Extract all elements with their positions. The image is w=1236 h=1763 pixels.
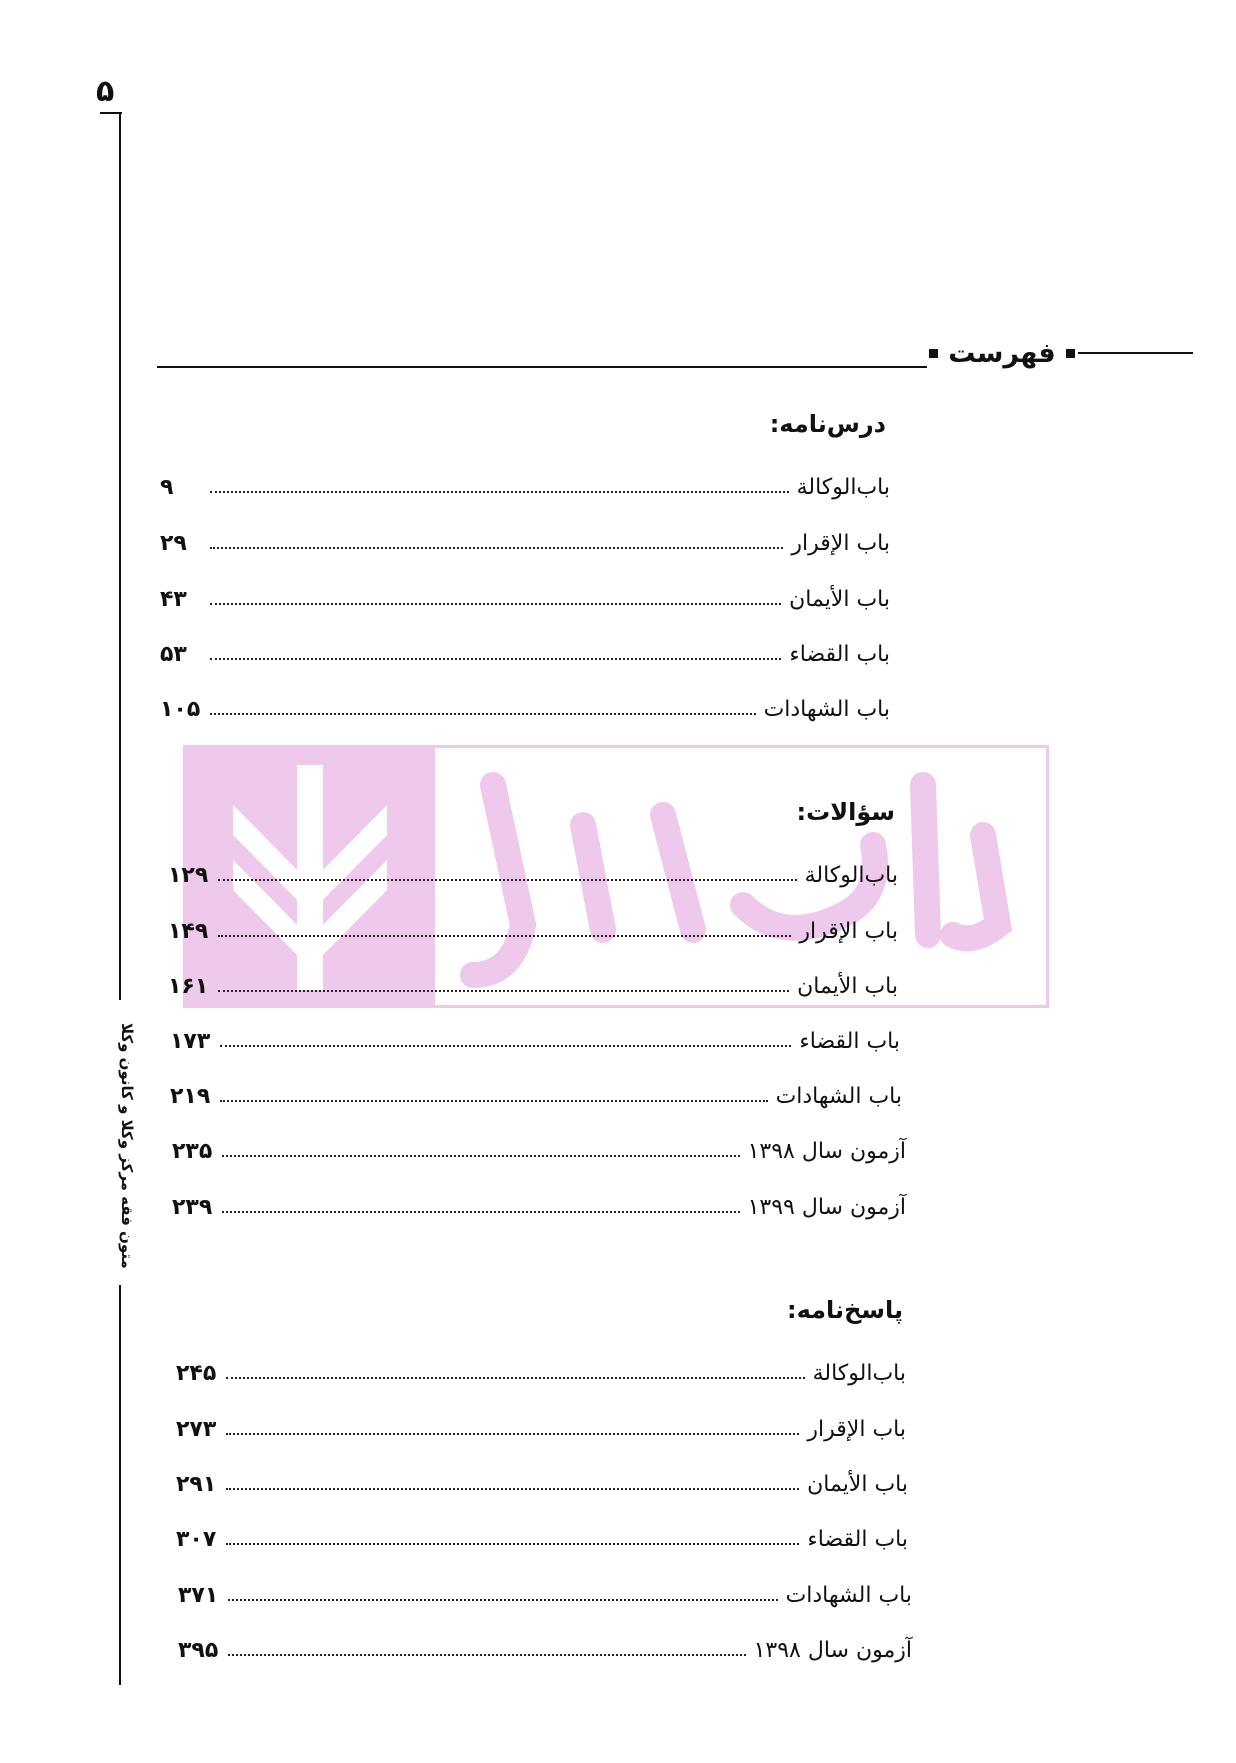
- toc-entry-page: ۲۷۳: [176, 1417, 217, 1442]
- square-bullet-icon: [929, 349, 938, 358]
- toc-entry-label: آزمون سال ۱۳۹۸: [747, 1139, 906, 1164]
- toc-entry[interactable]: [172, 1186, 906, 1220]
- dot-leader: [222, 1154, 740, 1157]
- toc-entry-label: آزمون سال ۱۳۹۸: [753, 1638, 912, 1663]
- toc-entry[interactable]: [172, 1130, 906, 1164]
- toc-entry-page: ۱۲۹: [168, 863, 209, 888]
- dot-leader: [228, 1598, 778, 1601]
- toc-entry-label: باب الإقرار: [807, 1417, 906, 1442]
- dot-leader: [222, 1210, 740, 1213]
- toc-entry[interactable]: [160, 522, 890, 556]
- margin-rule-bottom: [119, 1285, 121, 1685]
- dot-leader: [226, 1432, 799, 1435]
- dot-leader: [226, 1542, 799, 1545]
- toc-entry-label: باب الشهادات: [763, 697, 890, 722]
- toc-entry-page: ۳۷۱: [178, 1583, 219, 1608]
- toc-entry-page: ۵۳: [160, 642, 187, 667]
- dot-leader: [226, 1487, 799, 1490]
- toc-entry-page: ۲۹: [160, 531, 187, 556]
- toc-entry-label: باب الأیمان: [789, 587, 890, 612]
- toc-entry-page: ۱۴۹: [168, 919, 209, 944]
- page-number: ۵: [96, 74, 115, 109]
- toc-entry-label: باب الأیمان: [807, 1472, 908, 1497]
- toc-entry-page: ۲۳۹: [172, 1195, 213, 1220]
- dot-leader: [210, 712, 756, 715]
- square-bullet-icon: [1066, 349, 1075, 358]
- dot-leader: [226, 1376, 805, 1379]
- toc-entry[interactable]: [160, 578, 890, 612]
- toc-entry[interactable]: [170, 1075, 902, 1109]
- dot-leader: [218, 934, 791, 937]
- toc-entry[interactable]: [178, 1574, 912, 1608]
- toc-entry-label: باب الشهادات: [775, 1084, 902, 1109]
- toc-entry-page: ۲۹۱: [176, 1472, 217, 1497]
- toc-entry-page: ۲۱۹: [170, 1084, 211, 1109]
- toc-entry-page: ۱۶۱: [168, 974, 209, 999]
- toc-entry[interactable]: [178, 1629, 912, 1663]
- toc-entry-page: ۳۰۷: [176, 1527, 217, 1552]
- toc-entry-label: باب الشهادات: [785, 1583, 912, 1608]
- heading-rule-left: [157, 366, 927, 368]
- dot-leader: [210, 602, 781, 605]
- toc-entry-page: ۴۳: [160, 587, 187, 612]
- toc-entry-page: ۲۳۵: [172, 1139, 213, 1164]
- toc-entry-label: باب القضاء: [789, 642, 890, 667]
- toc-entry-page: ۱۰۵: [160, 697, 201, 722]
- dot-leader: [228, 1653, 746, 1656]
- section-title: درس‌نامه:: [769, 410, 886, 438]
- toc-entry-label: آزمون سال ۱۳۹۹: [747, 1195, 906, 1220]
- toc-entry[interactable]: [160, 466, 890, 500]
- margin-rule-top: [119, 112, 121, 1000]
- toc-entry-page: ۳۹۵: [178, 1638, 219, 1663]
- toc-entry[interactable]: [176, 1408, 906, 1442]
- toc-entry[interactable]: [160, 688, 890, 722]
- toc-entry[interactable]: [176, 1352, 906, 1386]
- toc-entry[interactable]: [168, 854, 898, 888]
- toc-entry[interactable]: [176, 1518, 908, 1552]
- dot-leader: [210, 657, 781, 660]
- toc-entry-label: باب‌الوکالة: [804, 863, 898, 888]
- heading-rule-right: [1078, 352, 1193, 354]
- toc-heading-text: فهرست: [948, 337, 1056, 369]
- margin-book-title: متون فقه مرکز وکلا و کانون وکلا: [118, 1023, 136, 1269]
- toc-entry[interactable]: [170, 1020, 900, 1054]
- dot-leader: [218, 989, 789, 992]
- section-title: سؤالات:: [796, 798, 895, 826]
- dot-leader: [210, 490, 789, 493]
- toc-entry[interactable]: [176, 1463, 908, 1497]
- toc-entry[interactable]: [168, 965, 898, 999]
- dot-leader: [210, 546, 783, 549]
- section-title: پاسخ‌نامه:: [787, 1296, 903, 1324]
- toc-entry[interactable]: [168, 910, 898, 944]
- dot-leader: [218, 878, 797, 881]
- dot-leader: [220, 1099, 768, 1102]
- dot-leader: [220, 1044, 791, 1047]
- toc-entry-label: باب الإقرار: [791, 531, 890, 556]
- toc-entry-label: باب‌الوکالة: [812, 1361, 906, 1386]
- toc-entry-page: ۹: [160, 475, 174, 500]
- toc-entry-label: باب الأیمان: [797, 974, 898, 999]
- toc-entry-label: باب القضاء: [807, 1527, 908, 1552]
- toc-entry-page: ۱۷۳: [170, 1029, 211, 1054]
- toc-entry-page: ۲۴۵: [176, 1361, 217, 1386]
- toc-entry-label: باب القضاء: [799, 1029, 900, 1054]
- toc-heading: [927, 333, 1077, 373]
- toc-entry-label: باب‌الوکالة: [796, 475, 890, 500]
- toc-entry-label: باب الإقرار: [799, 919, 898, 944]
- toc-entry[interactable]: [160, 633, 890, 667]
